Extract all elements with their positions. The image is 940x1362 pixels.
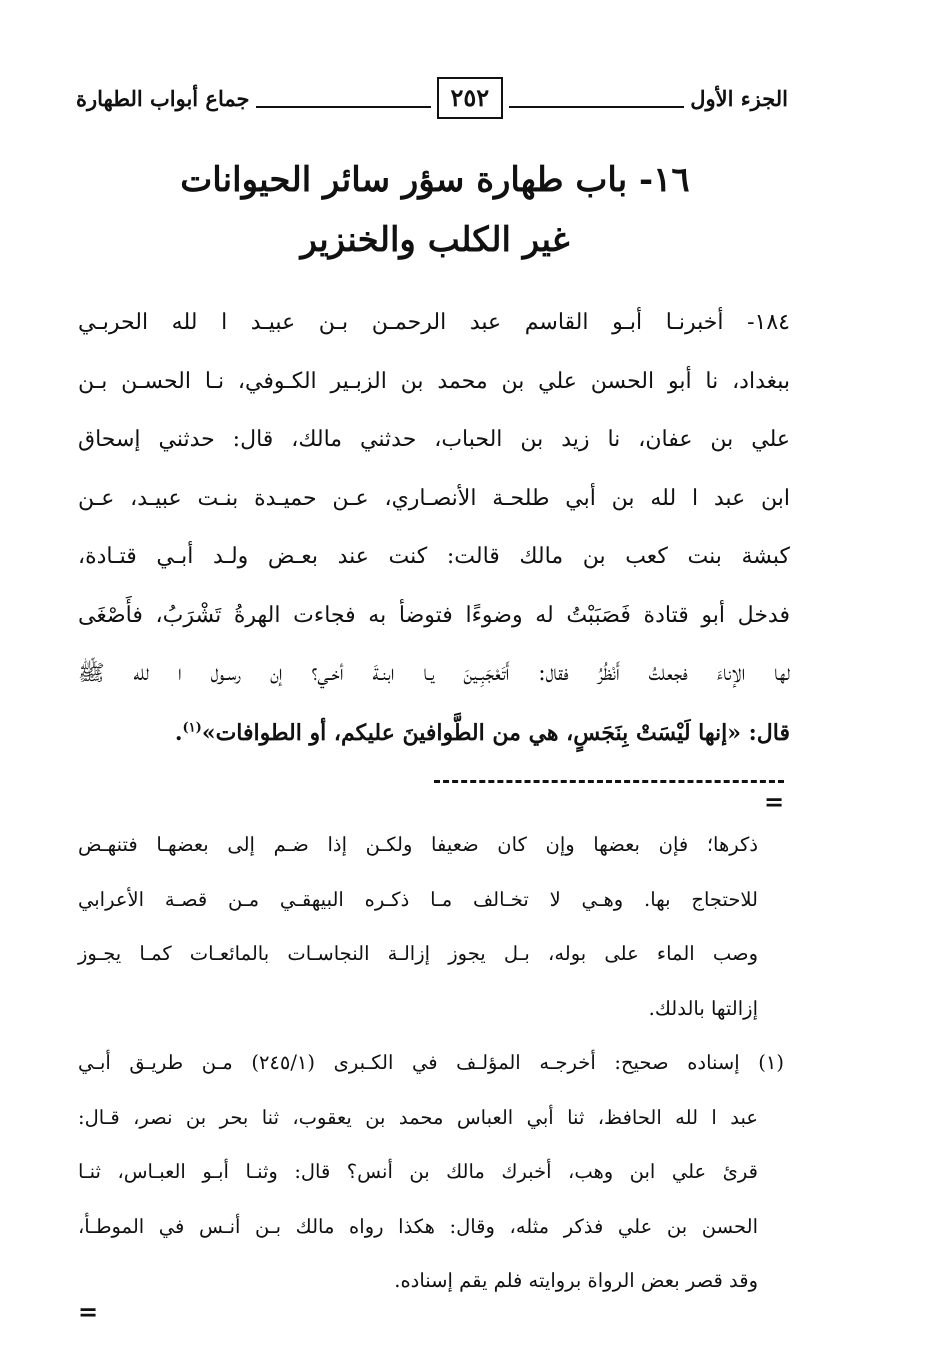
footnote-continuation-line: وصب الماء على بوله، بـل يجوز إزالـة النجاسـات بالمائعـات كمـا يجـوز xyxy=(78,942,758,965)
chapter-title-line-2: غير الكلب والخنزير xyxy=(300,220,570,260)
footnote-continuation-line: للاحتجاج بها. وهـي لا تخـالف مـا ذكـره البيهقـي مـن قصـة الأعرابي xyxy=(78,887,758,911)
text-line: ابن عبد ا لله بن أبي طلحـة الأنصـاري، عـن حميـدة بنـت عبيـد، عـن xyxy=(78,485,790,511)
text-line: ١٨٤- أخبرنـا أبـو القاسم عبد الرحمـن بـن عبيـد ا لله الحربـي xyxy=(78,310,790,335)
footnote-continuation-line: ذكرها؛ فإن بعضها وإن كان ضعيفا ولكـن إذا ضـم إلى بعضهـا فتنهـض xyxy=(78,833,758,856)
final-period: . xyxy=(174,719,183,746)
footnotes xyxy=(78,818,784,1309)
text-line: ببغداد، نا أبو الحسن علي بن محمد بن الزبـير الكـوفي، نـا الحسـن بـن xyxy=(78,368,790,394)
footnote-continuation-line: إزالتها بالدلك. xyxy=(648,996,758,1020)
footnote-1-line: قرئ علي ابن وهب، أخبرك مالك بن أنس؟ قال: وثنـا أبـو العبـاس، ثنـا xyxy=(78,1160,758,1183)
volume-label: الجزء الأول xyxy=(690,85,788,111)
footnote-1-line: (١) إسناده صحيح: أخرجـه المؤلـف في الكـبرى (٢٤٥/١) مـن طريـق أبـي xyxy=(78,1051,784,1074)
footnote-1-line: الحسن بن علي فذكر مثله، وقال: هكذا رواه مالك بـن أنـس في الموطـأ، xyxy=(78,1214,758,1238)
footnote-1-line: وقد قصر بعض الرواة بروايته فلم يقم إسناده. xyxy=(394,1269,758,1292)
header-rule-right xyxy=(509,106,684,108)
page-header xyxy=(76,74,788,122)
continuation-mark: = xyxy=(764,787,785,816)
page-number: ٢٥٢ xyxy=(437,77,503,119)
section-label: جماع أبواب الطهارة xyxy=(76,85,250,111)
footnote-1-line: عبد ا لله الحافظ، ثنا أبي العباس محمد بن يعقوب، ثنا بحر بن نصر، قـال: xyxy=(78,1105,758,1129)
text-line: فدخل أبو قتادة فَصَبَبْتُ له وضوءًا فتوضأ به فجاءت الهرةُ تَشْرَبُ، فأَصْغَى xyxy=(78,602,790,628)
chapter-title-line-1: ١٦- باب طهارة سؤر سائر الحيوانات xyxy=(180,160,690,200)
text-line: كبشة بنت كعب بن مالك قالت: كنت عند بعـض ولـد أبـي قتـادة، xyxy=(78,544,790,569)
bottom-continuation-mark: = xyxy=(78,1297,99,1326)
hadith-quote: قال: «إنها لَيْسَتْ بِنَجَسٍ، هي من الطَّوافينَ عليكم، أو الطوافات» xyxy=(201,719,790,746)
text-line-final xyxy=(78,704,790,763)
header-rule-left xyxy=(256,106,431,108)
text-line: لها الإناءَ فجعلتُ أَنْظُرُ فقال: أَتَعْجَبِـينَ يـا ابنـةَ أخـي؟ إن رسـول ا لله ﷺ xyxy=(78,661,790,686)
footnote-reference: (١) xyxy=(182,720,202,736)
text-line: علي بن عفان، نا زيد بن الحباب، حدثني مالك، قال: حدثني إسحاق xyxy=(78,427,790,452)
hadith-text xyxy=(78,294,790,762)
chapter-title xyxy=(90,150,780,270)
footnote-separator xyxy=(434,780,784,783)
